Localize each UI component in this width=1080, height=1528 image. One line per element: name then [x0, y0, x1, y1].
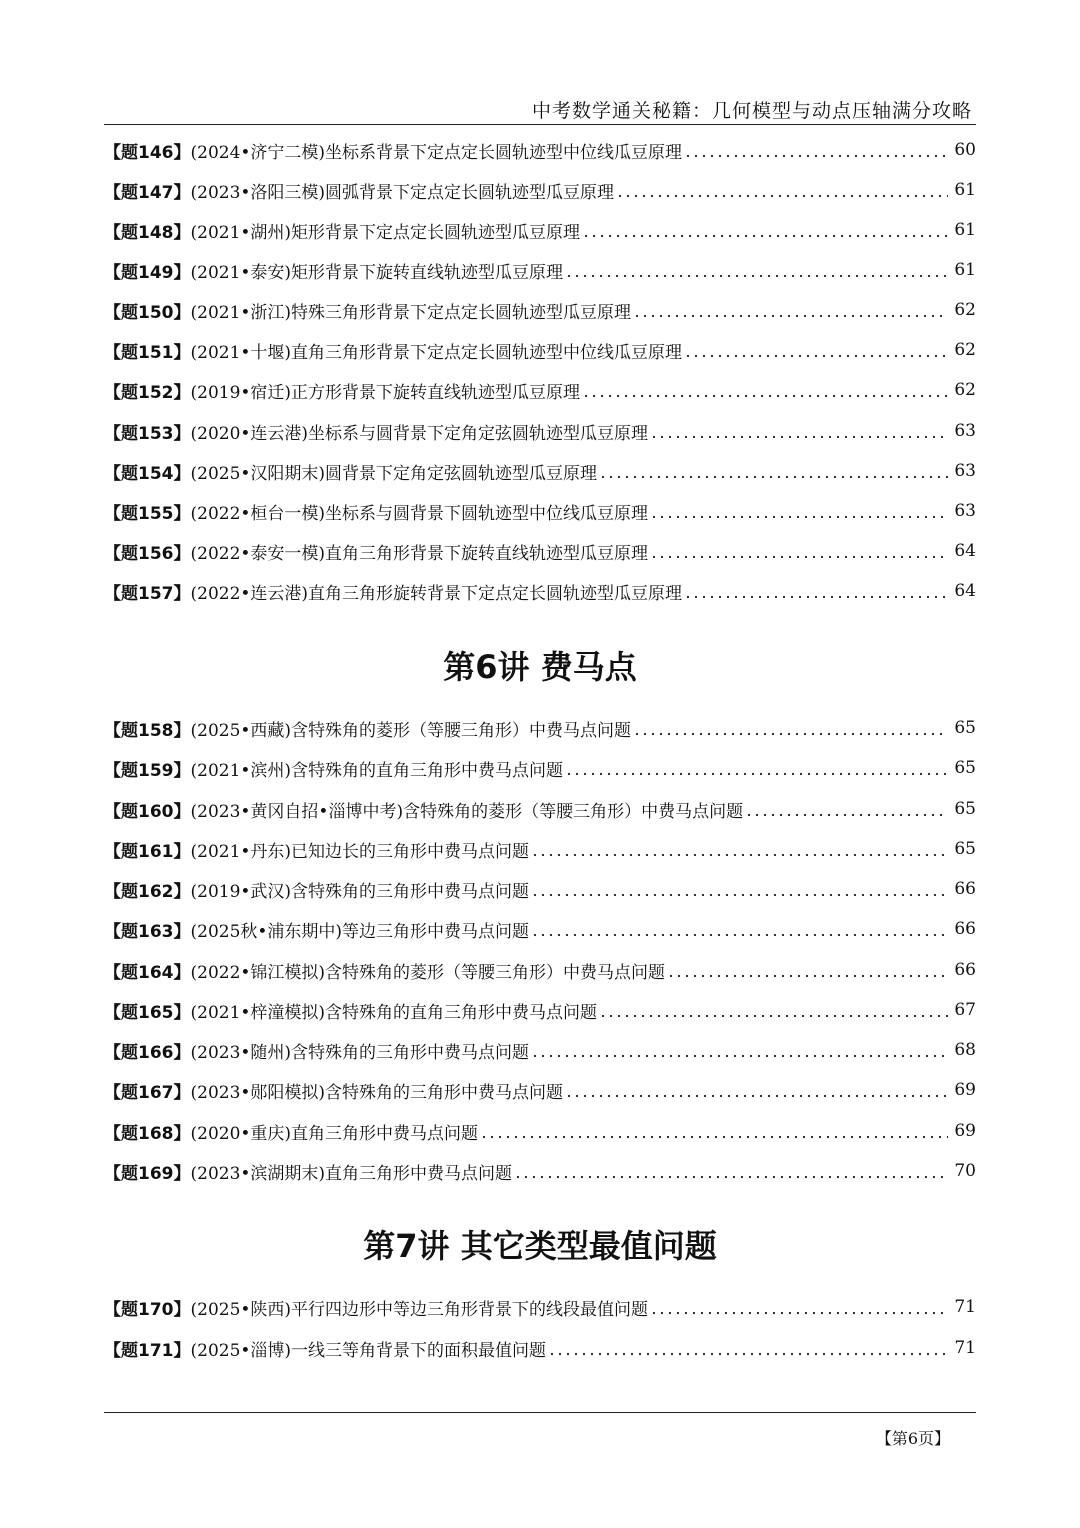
toc-entry-code: 【题156】 — [104, 543, 191, 564]
toc-entry-text: (2025秋•浦东期中)等边三角形中费马点问题 — [190, 921, 530, 942]
toc-entry-code: 【题169】 — [104, 1163, 191, 1184]
toc-entry[interactable] — [104, 997, 976, 1023]
toc-leader-dots — [616, 188, 948, 203]
toc-leader-dots — [633, 308, 948, 323]
header-rule — [104, 124, 976, 125]
toc-entry-code: 【题148】 — [104, 222, 191, 243]
toc-entry-text: (2020•重庆)直角三角形中费马点问题 — [190, 1123, 479, 1144]
toc-entry-code: 【题161】 — [104, 841, 191, 862]
toc-entry-text: (2022•锦江模拟)含特殊角的菱形（等腰三角形）中费马点问题 — [190, 962, 666, 983]
toc-entry-page: 67 — [954, 1000, 976, 1020]
toc-entry-page: 68 — [954, 1040, 976, 1060]
toc-entry-text: (2025•西藏)含特殊角的菱形（等腰三角形）中费马点问题 — [190, 720, 632, 741]
toc-leader-dots — [548, 1346, 948, 1361]
toc-leader-dots — [684, 589, 948, 604]
toc-entry-code: 【题151】 — [104, 342, 191, 363]
toc-leader-dots — [531, 887, 948, 902]
footer-page-number: 【第6页】 — [875, 1429, 950, 1448]
toc-leader-dots — [480, 1129, 948, 1144]
toc-entry-code: 【题165】 — [104, 1002, 191, 1023]
toc-leader-dots — [745, 807, 948, 822]
toc-entry-text: (2021•梓潼模拟)含特殊角的直角三角形中费马点问题 — [190, 1002, 598, 1023]
toc-entry-text: (2019•武汉)含特殊角的三角形中费马点问题 — [190, 881, 530, 902]
toc-entry-code: 【题160】 — [104, 801, 191, 822]
toc-entry-page: 63 — [954, 461, 976, 481]
toc-entry-code: 【题157】 — [104, 583, 191, 604]
toc-entry-text: (2020•连云港)坐标系与圆背景下定角定弦圆轨迹型瓜豆原理 — [190, 423, 649, 444]
toc-entry-page: 66 — [954, 879, 976, 899]
toc-leader-dots — [514, 1169, 948, 1184]
toc-entry[interactable] — [104, 458, 976, 484]
toc-entry-text: (2019•宿迁)正方形背景下旋转直线轨迹型瓜豆原理 — [190, 382, 581, 403]
toc-entry-code: 【题149】 — [104, 262, 191, 283]
toc-entry-page: 71 — [954, 1338, 976, 1358]
toc-leader-dots — [650, 1305, 948, 1320]
toc-entry[interactable] — [104, 957, 976, 983]
toc-entry[interactable] — [104, 1335, 976, 1361]
toc-entry-page: 65 — [954, 758, 976, 778]
toc-entry-page: 63 — [954, 501, 976, 521]
toc-entry[interactable] — [104, 578, 976, 604]
toc-entry-text: (2023•黄冈自招•淄博中考)含特殊角的菱形（等腰三角形）中费马点问题 — [190, 801, 744, 822]
toc-entry[interactable] — [104, 177, 976, 203]
toc-leader-dots — [531, 927, 948, 942]
toc-entry-code: 【题170】 — [104, 1299, 191, 1320]
toc-entry-page: 69 — [954, 1121, 976, 1141]
toc-leader-dots — [565, 1088, 948, 1103]
toc-entry-code: 【题158】 — [104, 720, 191, 741]
toc-leader-dots — [684, 348, 948, 363]
toc-entry-code: 【题159】 — [104, 760, 191, 781]
toc-entry-page: 65 — [954, 799, 976, 819]
toc-entry[interactable] — [104, 1158, 976, 1184]
toc-entry-text: (2021•十堰)直角三角形背景下定点定长圆轨迹型中位线瓜豆原理 — [190, 342, 683, 363]
toc-entry-page: 61 — [954, 220, 976, 240]
toc-entry[interactable] — [104, 538, 976, 564]
toc-entry-text: (2021•浙江)特殊三角形背景下定点定长圆轨迹型瓜豆原理 — [190, 302, 632, 323]
toc-entry-text: (2023•洛阳三模)圆弧背景下定点定长圆轨迹型瓜豆原理 — [190, 182, 615, 203]
toc-leader-dots — [599, 1008, 948, 1023]
toc-leader-dots — [650, 429, 948, 444]
toc-entry-page: 61 — [954, 180, 976, 200]
toc-entry-code: 【题171】 — [104, 1340, 191, 1361]
toc-entry[interactable] — [104, 377, 976, 403]
toc-entry-text: (2025•汉阳期末)圆背景下定角定弦圆轨迹型瓜豆原理 — [190, 463, 598, 484]
toc-entry-page: 64 — [954, 541, 976, 561]
toc-entry-text: (2023•滨湖期末)直角三角形中费马点问题 — [190, 1163, 513, 1184]
toc-leader-dots — [650, 549, 948, 564]
toc-leader-dots — [599, 469, 948, 484]
toc-entry[interactable] — [104, 297, 976, 323]
toc-entry-text: (2021•湖州)矩形背景下定点定长圆轨迹型瓜豆原理 — [190, 222, 581, 243]
section-title-lecture-6: 第6讲 费马点 — [443, 648, 637, 686]
toc-leader-dots — [667, 968, 948, 983]
toc-entry-text: (2021•丹东)已知边长的三角形中费马点问题 — [190, 841, 530, 862]
header-title: 中考数学通关秘籍：几何模型与动点压轴满分攻略 — [531, 100, 972, 122]
toc-entry-code: 【题168】 — [104, 1123, 191, 1144]
toc-entry-page: 65 — [954, 718, 976, 738]
toc-entry-page: 62 — [954, 340, 976, 360]
toc-entry-page: 64 — [954, 581, 976, 601]
toc-entry-code: 【题162】 — [104, 881, 191, 902]
toc-entry-code: 【题155】 — [104, 503, 191, 524]
toc-entry[interactable] — [104, 257, 976, 283]
toc-entry-text: (2025•陕西)平行四边形中等边三角形背景下的线段最值问题 — [190, 1299, 649, 1320]
toc-entry[interactable] — [104, 916, 976, 942]
toc-entry[interactable] — [104, 1077, 976, 1103]
section-title-lecture-7: 第7讲 其它类型最值问题 — [363, 1227, 717, 1265]
toc-entry-code: 【题167】 — [104, 1082, 191, 1103]
toc-entry[interactable] — [104, 715, 976, 741]
toc-entry-text: (2023•随州)含特殊角的三角形中费马点问题 — [190, 1042, 530, 1063]
toc-entry-text: (2021•泰安)矩形背景下旋转直线轨迹型瓜豆原理 — [190, 262, 564, 283]
toc-leader-dots — [684, 148, 948, 163]
toc-entry[interactable] — [104, 337, 976, 363]
toc-entry-text: (2022•泰安一模)直角三角形背景下旋转直线轨迹型瓜豆原理 — [190, 543, 649, 564]
toc-entry-text: (2024•济宁二模)坐标系背景下定点定长圆轨迹型中位线瓜豆原理 — [190, 142, 683, 163]
toc-entry-code: 【题150】 — [104, 302, 191, 323]
toc-entry-code: 【题153】 — [104, 423, 191, 444]
toc-entry[interactable] — [104, 796, 976, 822]
toc-entry-page: 66 — [954, 919, 976, 939]
toc-entry-code: 【题146】 — [104, 142, 191, 163]
toc-entry-code: 【题152】 — [104, 382, 191, 403]
toc-entry[interactable] — [104, 498, 976, 524]
toc-entry-code: 【题164】 — [104, 962, 191, 983]
toc-entry-page: 69 — [954, 1080, 976, 1100]
toc-leader-dots — [582, 388, 948, 403]
toc-entry[interactable] — [104, 755, 976, 781]
toc-entry-code: 【题147】 — [104, 182, 191, 203]
toc-entry[interactable] — [104, 217, 976, 243]
toc-entry[interactable] — [104, 418, 976, 444]
toc-entry-page: 62 — [954, 380, 976, 400]
toc-entry[interactable] — [104, 1037, 976, 1063]
toc-entry-code: 【题163】 — [104, 921, 191, 942]
toc-entry-page: 70 — [954, 1161, 976, 1181]
toc-entry-page: 66 — [954, 960, 976, 980]
toc-entry-page: 60 — [954, 140, 976, 160]
toc-leader-dots — [565, 766, 948, 781]
toc-entry-code: 【题166】 — [104, 1042, 191, 1063]
toc-entry[interactable] — [104, 137, 976, 163]
toc-entry-text: (2025•淄博)一线三等角背景下的面积最值问题 — [190, 1340, 547, 1361]
toc-leader-dots — [582, 228, 948, 243]
toc-entry-text: (2023•郧阳模拟)含特殊角的三角形中费马点问题 — [190, 1082, 564, 1103]
toc-entry-page: 63 — [954, 421, 976, 441]
toc-leader-dots — [565, 268, 948, 283]
toc-leader-dots — [633, 726, 948, 741]
toc-entry[interactable] — [104, 836, 976, 862]
toc-leader-dots — [531, 847, 948, 862]
toc-entry-page: 71 — [954, 1297, 976, 1317]
toc-entry-page: 61 — [954, 260, 976, 280]
toc-leader-dots — [531, 1048, 948, 1063]
footer-rule — [104, 1412, 976, 1413]
toc-entry-page: 62 — [954, 300, 976, 320]
toc-entry[interactable] — [104, 1294, 976, 1320]
toc-entry-page: 65 — [954, 839, 976, 859]
toc-entry-text: (2021•滨州)含特殊角的直角三角形中费马点问题 — [190, 760, 564, 781]
toc-leader-dots — [650, 509, 948, 524]
toc-entry-text: (2022•桓台一模)坐标系与圆背景下圆轨迹型中位线瓜豆原理 — [190, 503, 649, 524]
toc-entry[interactable] — [104, 876, 976, 902]
toc-entry[interactable] — [104, 1118, 976, 1144]
toc-entry-text: (2022•连云港)直角三角形旋转背景下定点定长圆轨迹型瓜豆原理 — [190, 583, 683, 604]
toc-entry-code: 【题154】 — [104, 463, 191, 484]
